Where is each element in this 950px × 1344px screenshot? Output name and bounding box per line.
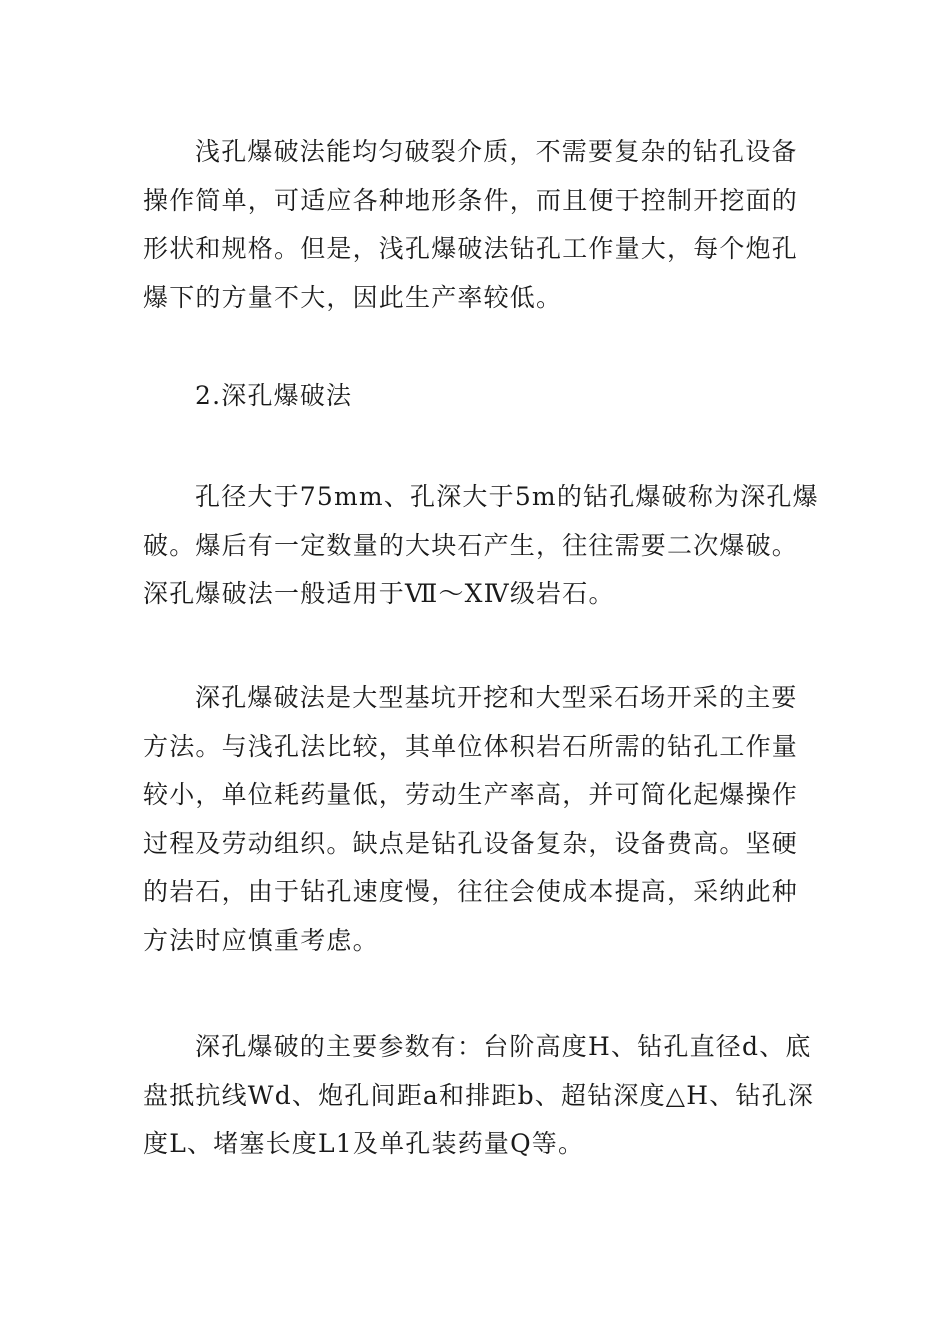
section-heading-deep-hole-blasting: 2.深孔爆破法 [195, 381, 353, 410]
paragraph-deep-hole-advantages: 深孔爆破法是大型基坑开挖和大型采石场开采的主要方法。与浅孔法比较，其单位体积岩石所需的钻孔工作量较小，单位耗药量低，劳动生产率高，并可简化起爆操作过程及劳动组织。缺点是钻孔设备复杂，设备费高。坚硬的岩石，由于钻孔速度慢，往往会使成本提高，采纳此种方法时应慎重考虑。 [143, 683, 799, 955]
paragraph-deep-hole-parameters: 深孔爆破的主要参数有：台阶高度H、钻孔直径d、底盘抵抗线Wd、炮孔间距a和排距b、超钻深度△H、钻孔深度L、堵塞长度L1及单孔装药量Q等。 [143, 1032, 815, 1158]
paragraph-deep-hole-definition: 孔径大于75mm、孔深大于5m的钻孔爆破称为深孔爆破。爆后有一定数量的大块石产生，往往需要二次爆破。深孔爆破法一般适用于Ⅶ～ⅩⅣ级岩石。 [143, 482, 819, 608]
paragraph-shallow-hole-blasting: 浅孔爆破法能均匀破裂介质，不需要复杂的钻孔设备操作简单，可适应各种地形条件，而且便于控制开挖面的形状和规格。但是，浅孔爆破法钻孔工作量大，每个炮孔爆下的方量不大，因此生产率较低。 [143, 137, 799, 312]
